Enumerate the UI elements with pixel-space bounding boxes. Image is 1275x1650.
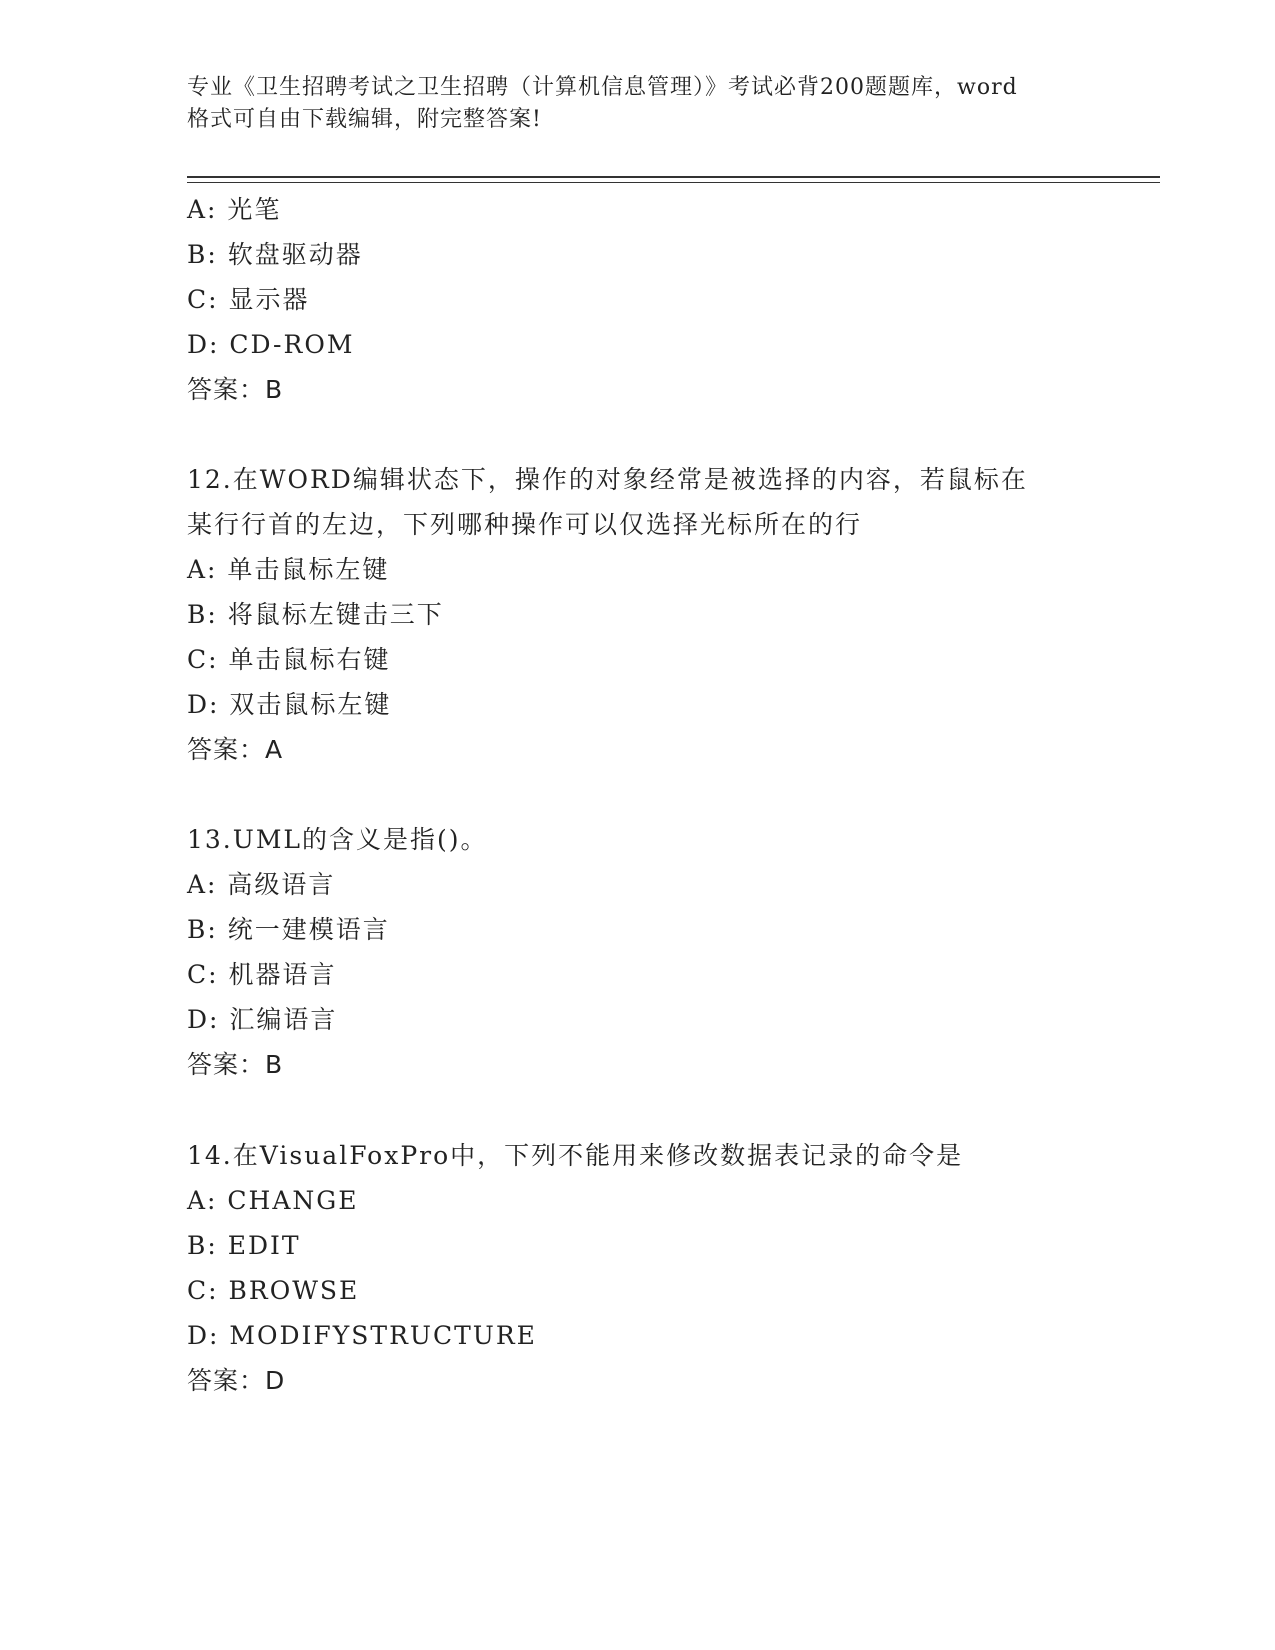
q13-option-c: C: 机器语言 — [187, 960, 337, 989]
q12-option-d: D: 双击鼠标左键 — [187, 690, 392, 719]
document-header — [187, 72, 1087, 136]
q13-option-b: B: 统一建模语言 — [187, 915, 390, 944]
q12-answer: 答案：A — [187, 735, 284, 764]
q14-stem: 14.在VisualFoxPro中，下列不能用来修改数据表记录的命令是 — [187, 1141, 964, 1170]
q14-option-a: A: CHANGE — [187, 1186, 359, 1215]
q14-option-b: B: EDIT — [187, 1231, 301, 1260]
q12-option-c: C: 单击鼠标右键 — [187, 645, 391, 674]
q14-answer: 答案：D — [187, 1366, 286, 1395]
q11-option-b: B: 软盘驱动器 — [187, 240, 363, 269]
q12-stem-line-1: 12.在WORD编辑状态下，操作的对象经常是被选择的内容，若鼠标在 — [187, 465, 1028, 494]
q13-answer: 答案：B — [187, 1050, 284, 1079]
q13-stem: 13.UML的含义是指()。 — [187, 825, 488, 854]
q14-option-c: C: BROWSE — [187, 1276, 360, 1305]
q12-stem-line-2: 某行行首的左边，下列哪种操作可以仅选择光标所在的行 — [187, 510, 863, 539]
q13-option-d: D: 汇编语言 — [187, 1005, 338, 1034]
q11-option-d: D: CD-ROM — [187, 330, 355, 359]
q11-answer: 答案：B — [187, 375, 284, 404]
q11-option-a: A: 光笔 — [187, 195, 282, 224]
q11-option-c: C: 显示器 — [187, 285, 310, 314]
header-line-2: 格式可自由下载编辑，附完整答案! — [187, 107, 542, 132]
q13-option-a: A: 高级语言 — [187, 870, 336, 899]
q12-option-b: B: 将鼠标左键击三下 — [187, 600, 444, 629]
header-divider-thin — [187, 182, 1160, 183]
header-divider-thick — [187, 176, 1160, 178]
q14-option-d: D: MODIFYSTRUCTURE — [187, 1321, 537, 1350]
q12-option-a: A: 单击鼠标左键 — [187, 555, 390, 584]
header-line-1: 专业《卫生招聘考试之卫生招聘（计算机信息管理）》考试必背200题题库，word — [187, 75, 1018, 100]
